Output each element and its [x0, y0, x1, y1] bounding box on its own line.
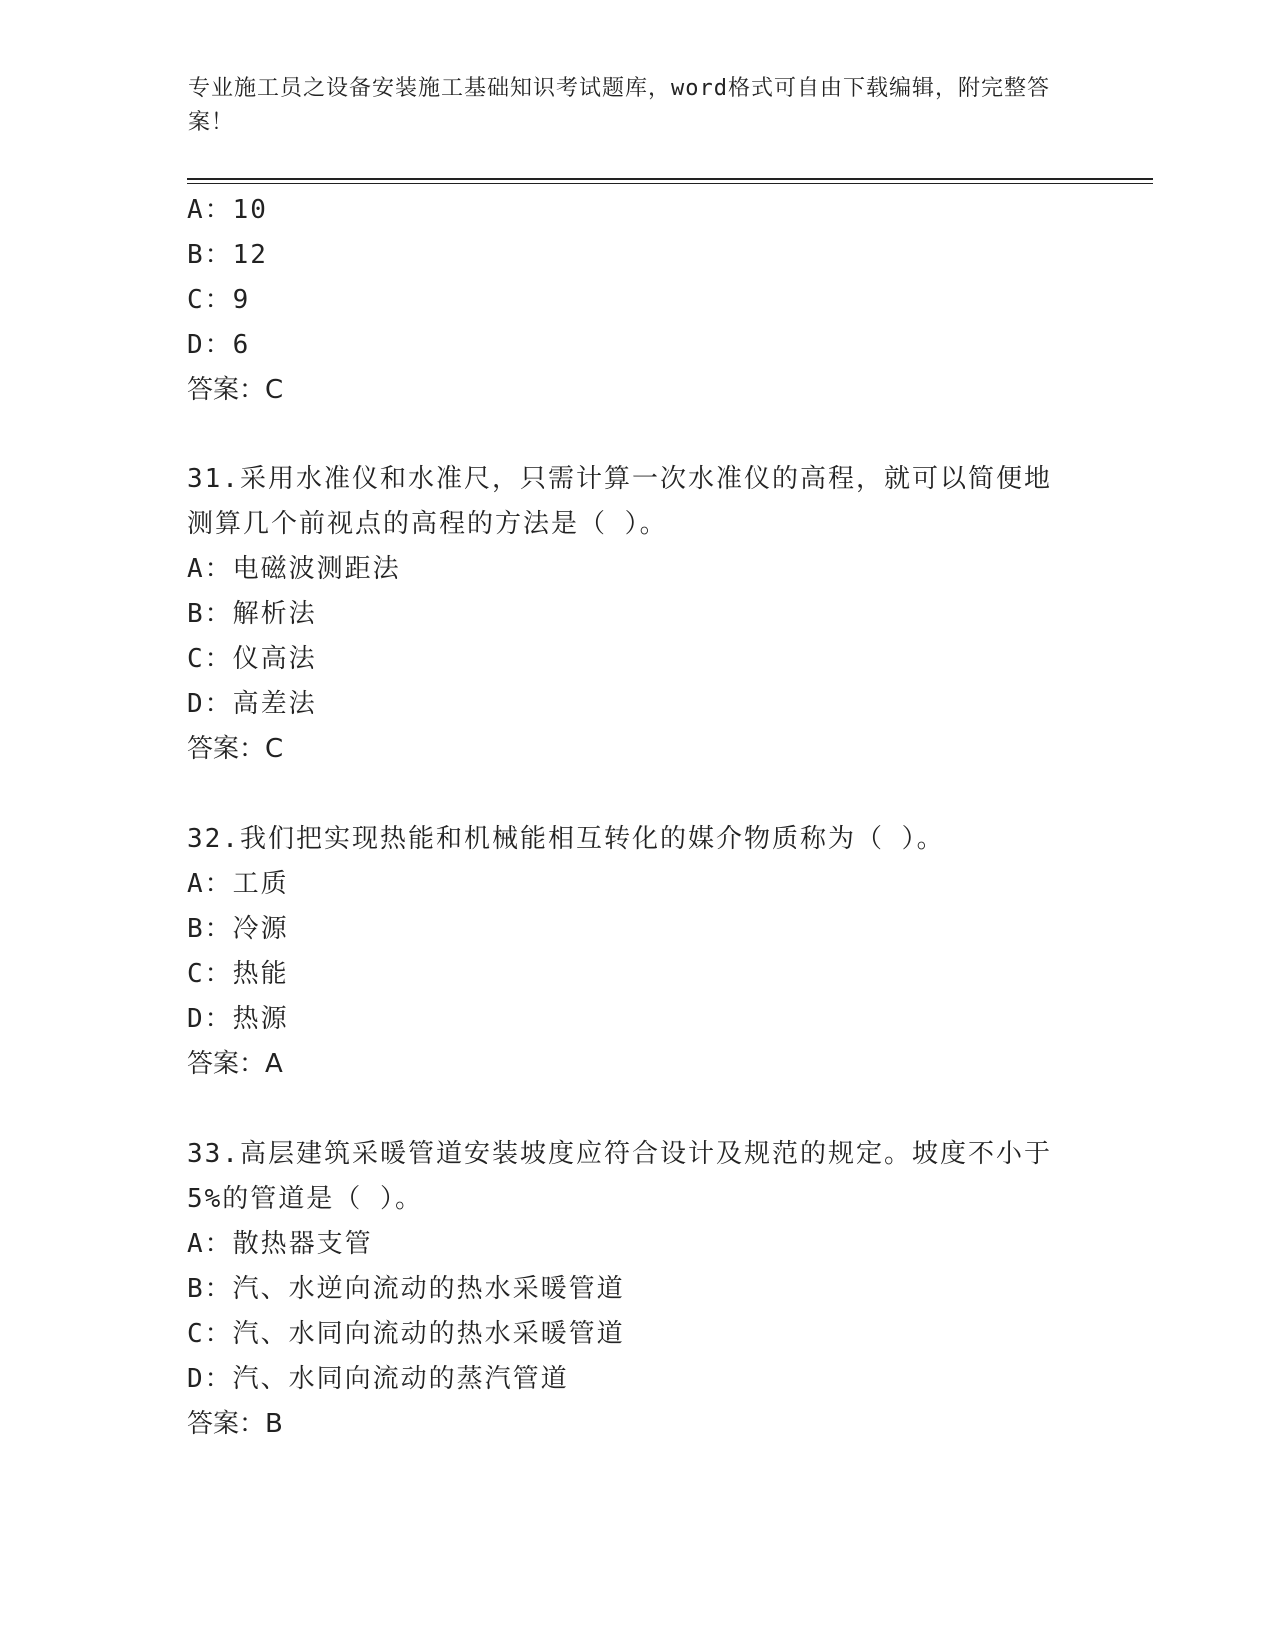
q33-stem-line-1: 33.高层建筑采暖管道安装坡度应符合设计及规范的规定。坡度不小于 — [187, 1139, 1052, 1169]
q32-answer: 答案：A — [187, 1049, 283, 1079]
q32-option-c: C：热能 — [187, 959, 289, 989]
q31-option-c: C：仪高法 — [187, 644, 317, 674]
q32-option-a: A：工质 — [187, 869, 289, 899]
header-divider — [187, 178, 1153, 184]
q31-stem-line-2: 测算几个前视点的高程的方法是（ ）。 — [187, 509, 668, 539]
q33-option-a: A：散热器支管 — [187, 1229, 373, 1259]
q33-option-b: B：汽、水逆向流动的热水采暖管道 — [187, 1274, 625, 1304]
q30-option-b: B：12 — [187, 240, 268, 270]
q30-option-a: A：10 — [187, 195, 268, 225]
q32-option-d: D：热源 — [187, 1004, 289, 1034]
q31-option-d: D：高差法 — [187, 689, 317, 719]
q30-option-d: D：6 — [187, 330, 251, 360]
q33-answer: 答案：B — [187, 1409, 283, 1439]
q32-option-b: B：冷源 — [187, 914, 289, 944]
q33-option-d: D：汽、水同向流动的蒸汽管道 — [187, 1364, 569, 1394]
q30-answer: 答案：C — [187, 375, 284, 405]
q33-stem-line-2: 5%的管道是（ ）。 — [187, 1184, 423, 1214]
q31-option-a: A：电磁波测距法 — [187, 554, 401, 584]
q31-option-b: B：解析法 — [187, 599, 317, 629]
q32-stem-line-1: 32.我们把实现热能和机械能相互转化的媒介物质称为（ ）。 — [187, 824, 945, 854]
q31-answer: 答案：C — [187, 734, 284, 764]
q31-stem-line-1: 31.采用水准仪和水准尺，只需计算一次水准仪的高程，就可以简便地 — [187, 464, 1052, 494]
q33-option-c: C：汽、水同向流动的热水采暖管道 — [187, 1319, 625, 1349]
q30-option-c: C：9 — [187, 285, 251, 315]
document-header: 专业施工员之设备安装施工基础知识考试题库，word格式可自由下载编辑，附完整答案！ — [188, 76, 1050, 135]
